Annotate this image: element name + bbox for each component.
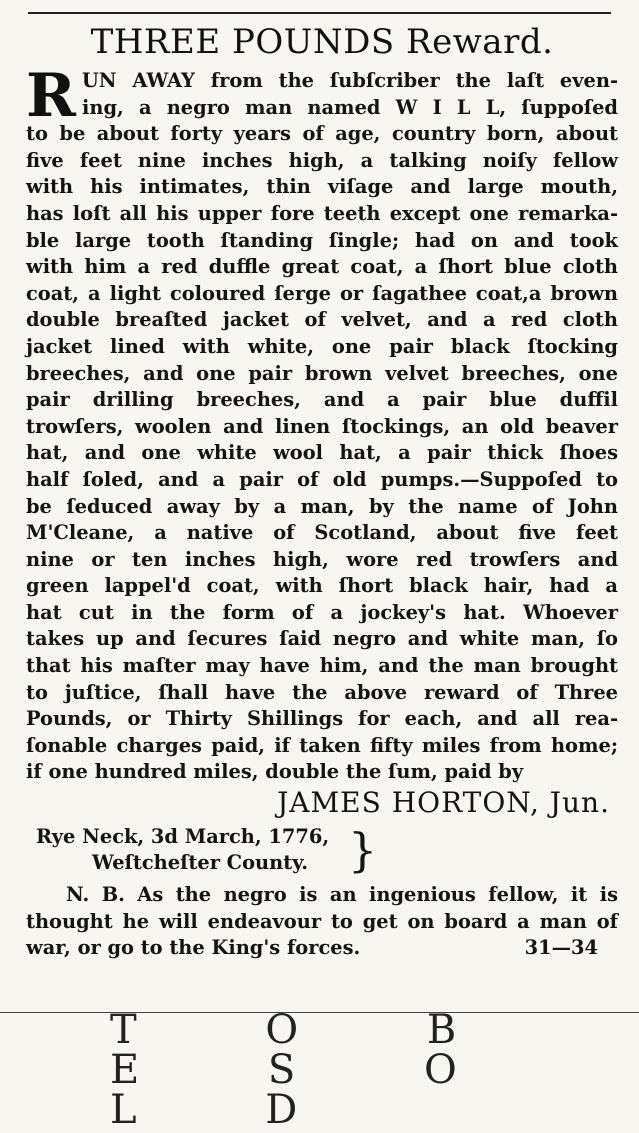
body-line: green lappel'd coat, with ſhort black hair, had a [26, 574, 618, 598]
brace: } [348, 823, 378, 878]
next-ad-heading: T O B E S O L D [110, 1007, 515, 1133]
body-line: M'Cleane, a native of Scotland, about five feet [26, 521, 618, 545]
body-line: with his intimates, thin viſage and large mouth, [26, 175, 618, 199]
nota-bene [26, 882, 618, 962]
body-line: five feet nine inches high, a talking noiſy fellow [26, 148, 618, 172]
ad-body [26, 61, 618, 786]
body-line: nine or ten inches high, wore red trowſers and [26, 547, 618, 571]
body-line: to juſtice, ſhall have the above reward of Three [26, 680, 618, 704]
nb-line: war, or go to the King's forces. [26, 936, 361, 960]
body-line: trowſers, woolen and linen ſtockings, an old beaver [26, 414, 618, 438]
body-line: ing, a negro man named W I L L, ſuppoſed [82, 95, 618, 119]
body-line: to be about forty years of age, country born, about [26, 122, 618, 146]
advertisement [26, 18, 618, 962]
body-line: be ſeduced away by a man, by the name of John [26, 494, 618, 518]
body-line: ſonable charges paid, if taken fifty miles from home; [26, 733, 618, 757]
body-line: pair drilling breeches, and a pair blue duffil [26, 388, 618, 412]
body-line: double breaſted jacket of velvet, and a red cloth [26, 308, 618, 332]
signature: JAMES HORTON, Jun. [277, 786, 610, 820]
body-line: half ſoled, and a pair of old pumps.—Suppoſed to [26, 467, 618, 491]
body-line: breeches, and one pair brown velvet breeches, one [26, 361, 618, 385]
body-line: UN AWAY from the ſubſcriber the laſt even- [81, 69, 618, 92]
body-line: coat, a light coloured ſerge or ſagathee coat,a brown [26, 281, 618, 305]
body-line: hat, and one white wool hat, a pair thick ſhoes [26, 441, 618, 465]
place-date: Rye Neck, 3d March, 1776, [36, 825, 330, 849]
drop-cap: R [26, 61, 76, 131]
body-line: has loſt all his upper fore teeth except one remarka- [26, 201, 618, 225]
body-line: ble large tooth ſtanding ſingle; had on and took [26, 228, 618, 252]
body-line: jacket lined with white, one pair black ſtocking [26, 334, 618, 358]
county: Weſtcheſter County. [92, 851, 308, 875]
body-line: with him a red duffle great coat, a ſhort blue cloth [26, 255, 618, 279]
ad-reference-number: 31—34 [524, 936, 598, 960]
headline: THREE POUNDS Reward. [90, 22, 554, 62]
nb-line: N. B. As the negro is an ingenious fellow, it is [66, 883, 618, 907]
body-line: takes up and ſecures ſaid negro and white man, ſo [26, 627, 618, 651]
body-line: Pounds, or Thirty Shillings for each, and all rea- [26, 707, 618, 731]
nb-last-line [26, 935, 618, 962]
body-line: that his maſter may have him, and the man brought [26, 654, 618, 678]
place-date-block [36, 824, 618, 878]
body-line: if one hundred miles, double the ſum, paid by [26, 760, 524, 784]
body-line: hat cut in the form of a jockey's hat. Whoever [26, 600, 618, 624]
top-rule [28, 12, 611, 14]
nb-line: thought he will endeavour to get on board a man of [26, 909, 618, 933]
